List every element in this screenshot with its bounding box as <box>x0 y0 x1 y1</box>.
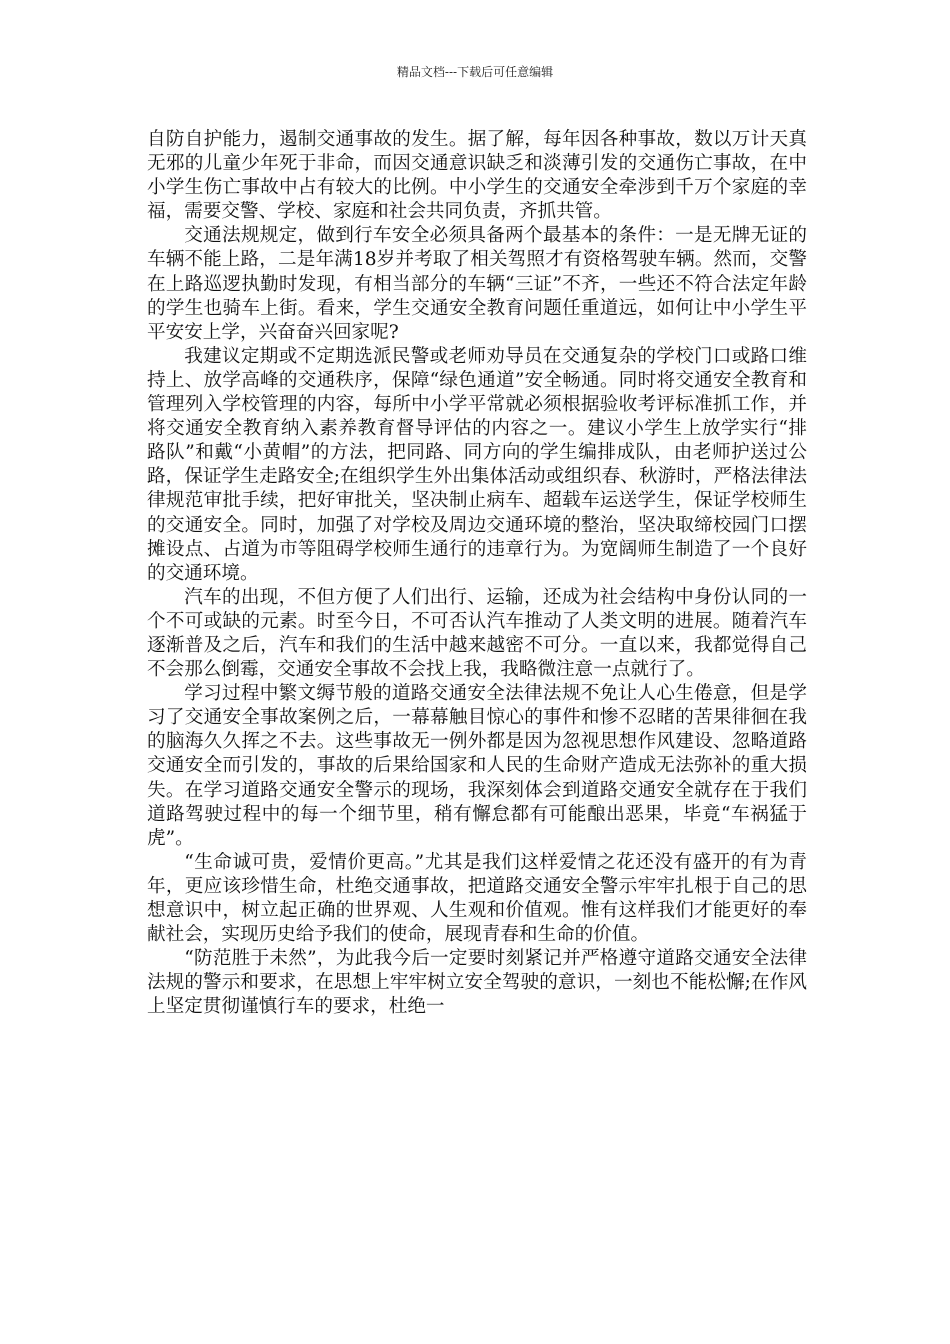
paragraph: 汽车的出现，不但方便了人们出行、运输，还成为社会结构中身份认同的一个不可或缺的元素。时至今日，不可否认汽车推动了人类文明的进展。随着汽车逐渐普及之后，汽车和我们的生活中越来越密不可分。一直以来，我都觉得自己不会那么倒霉，交通安全事故不会找上我，我略微注意一点就行了。 <box>147 586 807 681</box>
paragraph: 自防自护能力，遏制交通事故的发生。据了解，每年因各种事故，数以万计天真无邪的儿童少年死于非命，而因交通意识缺乏和淡薄引发的交通伤亡事故，在中小学生伤亡事故中占有较大的比例。中小学生的交通安全牵涉到千万个家庭的幸福，需要交警、学校、家庭和社会共同负责，齐抓共管。 <box>147 129 807 223</box>
page-header: 精品文档---下载后可任意编辑 <box>396 65 554 79</box>
paragraph: 交通法规规定，做到行车安全必须具备两个最基本的条件：一是无牌无证的车辆不能上路，二是年满18岁并考取了相关驾照才有资格驾驶车辆。然而，交警在上路巡逻执勤时发现，有相当部分的车辆“三证”不齐，一些还不符合法定年龄的学生也骑车上街。看来，学生交通安全教育问题任重道远，如何让中小学生平平安安上学，兴奋奋兴回家呢? <box>147 225 807 343</box>
document-body <box>147 128 807 1019</box>
paragraph: “防范胜于未然”，为此我今后一定要时刻紧记并严格遵守道路交通安全法律法规的警示和要求，在思想上牢牢树立安全驾驶的意识，一刻也不能松懈;在作风上坚定贯彻谨慎行车的要求，杜绝一 <box>147 948 807 1018</box>
paragraph: 学习过程中繁文缛节般的道路交通安全法律法规不免让人心生倦意，但是学习了交通安全事故案例之后，一幕幕触目惊心的事件和惨不忍睹的苦果徘徊在我的脑海久久挥之不去。这些事故无一例外都是因为忽视思想作风建设、忽略道路交通安全而引发的，事故的后果给国家和人民的生命财产造成无法弥补的重大损失。在学习道路交通安全警示的现场，我深刻体会到道路交通安全就存在于我们道路驾驶过程中的每一个细节里，稍有懈怠都有可能酿出恶果，毕竟“车祸猛于虎”。 <box>147 683 807 849</box>
paragraph: 我建议定期或不定期选派民警或老师劝导员在交通复杂的学校门口或路口维持上、放学高峰的交通秩序，保障“绿色通道”安全畅通。同时将交通安全教育和管理列入学校管理的内容，每所中小学平常就必须根据验收考评标准抓工作，并将交通安全教育纳入素养教育督导评估的内容之一。建议小学生上放学实行“排路队”和戴“小黄帽”的方法，把同路、同方向的学生编排成队，由老师护送过公路，保证学生走路安全;在组织学生外出集体活动或组织春、秋游时，严格法律法律规范审批手续，把好审批关，坚决制止病车、超载车运送学生，保证学校师生的交通安全。同时，加强了对学校及周边交通环境的整治，坚决取缔校园门口摆摊设点、占道为市等阻碍学校师生通行的违章行为。为宽阔师生制造了一个良好的交通环境。 <box>147 345 807 584</box>
paragraph: “生命诚可贵，爱情价更高。”尤其是我们这样爱情之花还没有盛开的有为青年，更应该珍惜生命，杜绝交通事故，把道路交通安全警示牢牢扎根于自己的思想意识中，树立起正确的世界观、人生观和价值观。惟有这样我们才能更好的奉献社会，实现历史给予我们的使命，展现青春和生命的价值。 <box>147 851 807 946</box>
